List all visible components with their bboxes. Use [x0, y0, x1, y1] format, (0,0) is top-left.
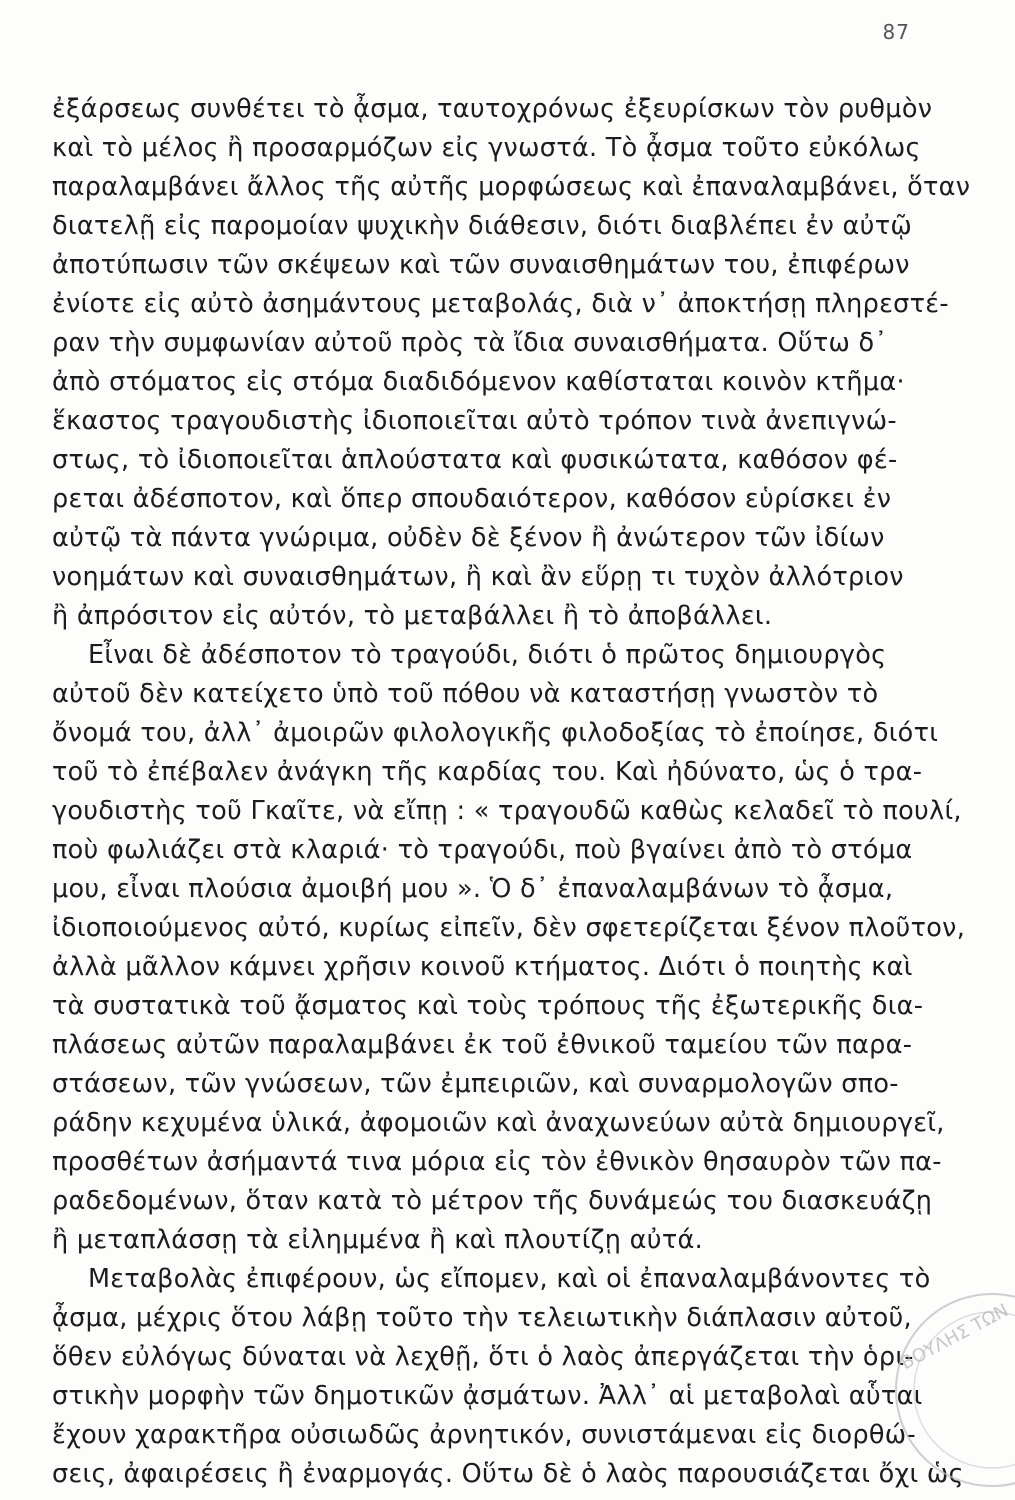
text-line: Μεταβολὰς ἐπιφέρουν, ὡς εἴπομεν, καὶ οἱ ἐπαναλαμβάνοντες τὸ: [88, 1264, 931, 1294]
text-line: πλάσεως αὐτῶν παραλαμβάνει ἐκ τοῦ ἐθνικοῦ ταμείου τῶν παρα-: [52, 1030, 913, 1060]
text-line: αὐτῷ τὰ πάντα γνώριμα, οὐδὲν δὲ ξένον ἢ ἀνώτερον τῶν ἰδίων: [52, 523, 885, 553]
text-line: στάσεων, τῶν γνώσεων, τῶν ἐμπειριῶν, καὶ συναρμολογῶν σπο-: [52, 1069, 899, 1099]
text-line: ποὺ φωλιάζει στὰ κλαριά· τὸ τραγούδι, ποὺ βγαίνει ἀπὸ τὸ στόμα: [52, 835, 913, 865]
text-line: ἕκαστος τραγουδιστὴς ἰδιοποιεῖται αὐτὸ τρόπον τινὰ ἀνεπιγνώ-: [52, 406, 897, 436]
text-line: τὰ συστατικὰ τοῦ ᾄσματος καὶ τοὺς τρόπους τῆς ἐξωτερικῆς δια-: [52, 991, 924, 1021]
text-line: γουδιστὴς τοῦ Γκαῖτε, νὰ εἴπῃ : « τραγουδῶ καθὼς κελαδεῖ τὸ πουλί,: [52, 796, 962, 826]
text-line: στως, τὸ ἰδιοποιεῖται ἁπλούστατα καὶ φυσικώτατα, καθόσον φέ-: [52, 445, 898, 475]
paragraph-1: [52, 90, 971, 636]
text-line: τοῦ τὸ ἐπέβαλεν ἀνάγκη τῆς καρδίας του. Καὶ ἠδύνατο, ὡς ὁ τρα-: [52, 757, 923, 787]
text-line: ἀποτύπωσιν τῶν σκέψεων καὶ τῶν συναισθημάτων του, ἐπιφέρων: [52, 250, 910, 280]
text-line: ἀλλὰ μᾶλλον κάμνει χρῆσιν κοινοῦ κτήματος. Διότι ὁ ποιητὴς καὶ: [52, 952, 913, 982]
text-line: ραν τὴν συμφωνίαν αὐτοῦ πρὸς τὰ ἴδια συναισθήματα. Οὕτω δ᾿: [52, 328, 888, 358]
text-line: ἐξάρσεως συνθέτει τὸ ᾆσμα, ταυτοχρόνως ἐξευρίσκων τὸν ρυθμὸν: [52, 94, 933, 124]
text-line: στικὴν μορφὴν τῶν δημοτικῶν ᾀσμάτων. Ἀλλ᾿ αἱ μεταβολαὶ αὗται: [52, 1381, 923, 1411]
page-number: 87: [882, 20, 910, 44]
text-line: ἐνίοτε εἰς αὐτὸ ἀσημάντους μεταβολάς, διὰ ν᾿ ἀποκτήσῃ πληρεστέ-: [52, 289, 949, 319]
text-line: ἔχουν χαρακτῆρα οὐσιωδῶς ἀρνητικόν, συνιστάμεναι εἰς διορθώ-: [52, 1420, 916, 1450]
text-line: ἢ ἀπρόσιτον εἰς αὐτόν, τὸ μεταβάλλει ἢ τὸ ἀποβάλλει.: [52, 601, 773, 631]
text-line: ράδην κεχυμένα ὑλικά, ἀφομοιῶν καὶ ἀναχωνεύων αὐτὰ δημιουργεῖ,: [52, 1108, 945, 1138]
text-line: ὄνομά του, ἀλλ᾿ ἀμοιρῶν φιλολογικῆς φιλοδοξίας τὸ ἐποίησε, διότι: [52, 718, 939, 748]
text-line: αὐτοῦ δὲν κατείχετο ὑπὸ τοῦ πόθου νὰ καταστήσῃ γνωστὸν τὸ: [52, 679, 879, 709]
text-line: μου, εἶναι πλούσια ἀμοιβή μου ». Ὁ δ᾿ ἐπαναλαμβάνων τὸ ᾆσμα,: [52, 874, 894, 904]
text-line: ραδεδομένων, ὅταν κατὰ τὸ μέτρον τῆς δυνάμεώς του διασκευάζῃ: [52, 1186, 933, 1216]
text-line: σεις, ἀφαιρέσεις ἢ ἐναρμογάς. Οὕτω δὲ ὁ λαὸς παρουσιάζεται ὄχι ὡς: [52, 1459, 964, 1489]
text-line: ρεται ἀδέσποτον, καὶ ὅπερ σπουδαιότερον, καθόσον εὑρίσκει ἐν: [52, 484, 892, 514]
text-line: ᾆσμα, μέχρις ὅτου λάβῃ τοῦτο τὴν τελειωτικὴν διάπλασιν αὐτοῦ,: [52, 1303, 912, 1333]
text-line: παραλαμβάνει ἄλλος τῆς αὐτῆς μορφώσεως καὶ ἐπαναλαμβάνει, ὅταν: [52, 172, 971, 202]
text-line: Εἶναι δὲ ἀδέσποτον τὸ τραγούδι, διότι ὁ πρῶτος δημιουργὸς: [88, 640, 887, 670]
text-line: ἢ μεταπλάσσῃ τὰ εἰλημμένα ἢ καὶ πλουτίζῃ αὐτά.: [52, 1225, 703, 1255]
text-line: καὶ τὸ μέλος ἢ προσαρμόζων εἰς γνωστά. Τὸ ᾆσμα τοῦτο εὐκόλως: [52, 133, 921, 163]
paragraph-2: [52, 636, 966, 1260]
text-line: προσθέτων ἀσήμαντά τινα μόρια εἰς τὸν ἐθνικὸν θησαυρὸν τῶν πα-: [52, 1147, 942, 1177]
text-line: νοημάτων καὶ συναισθημάτων, ἢ καὶ ἂν εὕρῃ τι τυχὸν ἀλλότριον: [52, 562, 904, 592]
text-line: ἰδιοποιούμενος αὐτό, κυρίως εἰπεῖν, δὲν σφετερίζεται ξένον πλοῦτον,: [52, 913, 966, 943]
stamp-text: ΒΟΥΛΗΣ ΤΩΝ: [897, 1299, 1013, 1375]
text-line: διατελῇ εἰς παρομοίαν ψυχικὴν διάθεσιν, διότι διαβλέπει ἐν αὐτῷ: [52, 211, 913, 241]
text-line: ἀπὸ στόματος εἰς στόμα διαδιδόμενον καθίσταται κοινὸν κτῆμα·: [52, 367, 905, 397]
text-line: ὅθεν εὐλόγως δύναται νὰ λεχθῇ, ὅτι ὁ λαὸς ἀπεργάζεται τὴν ὁρι-: [52, 1342, 914, 1372]
library-stamp: [872, 1290, 1015, 1490]
